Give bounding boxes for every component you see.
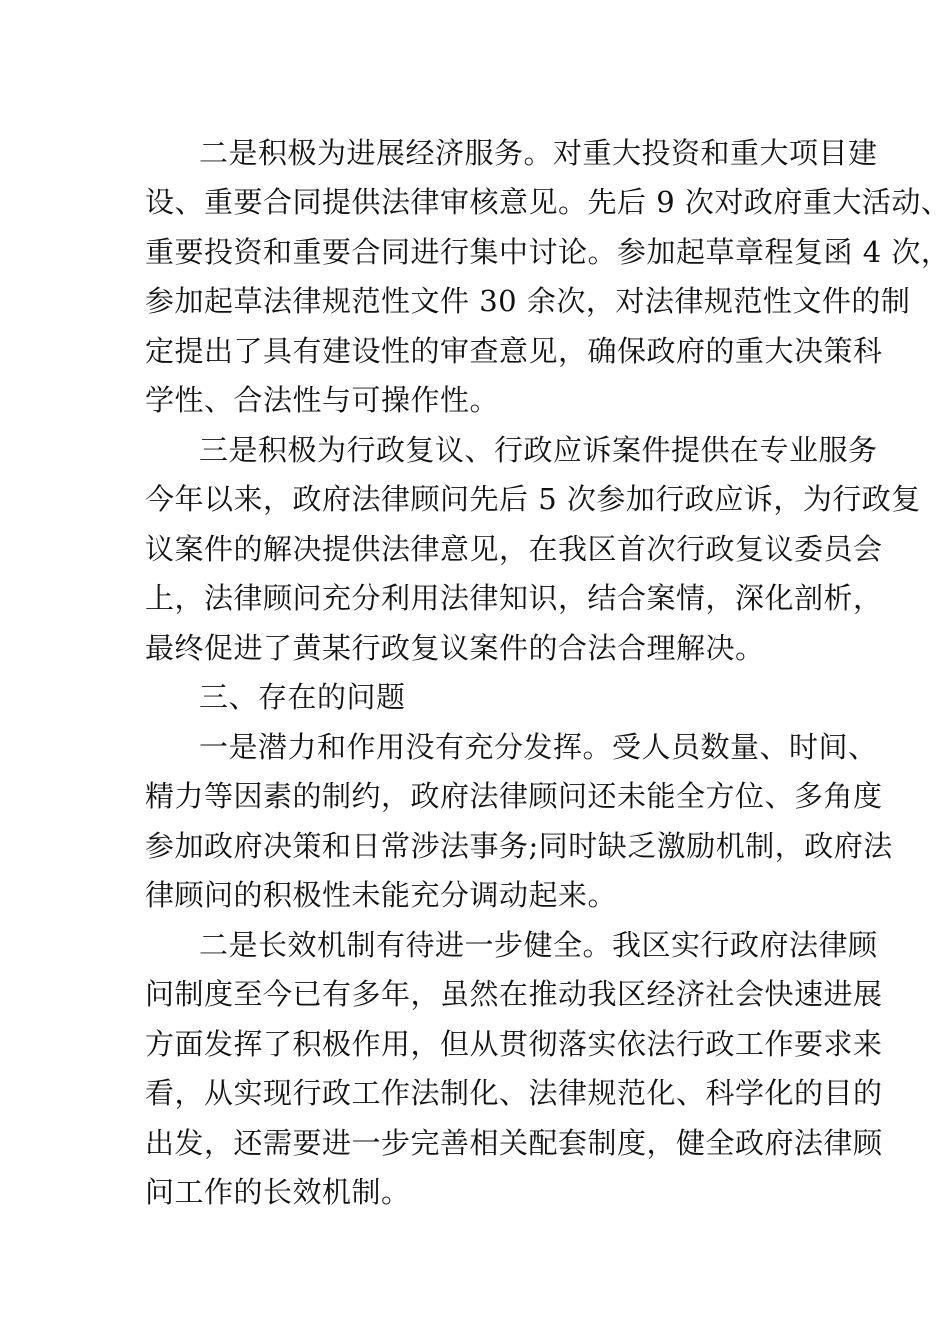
text-line: 上，法律顾问充分利用法律知识，结合案情，深化剖析，: [145, 581, 883, 615]
text-line: 参加起草法律规范性文件 30 余次，对法律规范性文件的制: [145, 284, 911, 318]
text-line: 二是长效机制有待进一步健全。我区实行政府法律顾: [199, 928, 878, 962]
text-line: 重要投资和重要合同进行集中讨论。参加起草章程复函 4 次，: [145, 235, 950, 269]
text-line: 看，从实现行政工作法制化、法律规范化、科学化的目的: [145, 1076, 883, 1110]
text-line: 三是积极为行政复议、行政应诉案件提供在专业服务: [199, 433, 878, 467]
text-line: 学性、合法性与可操作性。: [145, 383, 500, 417]
text-line: 问工作的长效机制。: [145, 1175, 411, 1209]
text-line: 议案件的解决提供法律意见，在我区首次行政复议委员会: [145, 532, 883, 566]
text-line: 参加政府决策和日常涉法事务;同时缺乏激励机制，政府法: [145, 829, 893, 863]
text-line: 二是积极为进展经济服务。对重大投资和重大项目建: [199, 136, 878, 170]
text-line: 问制度至今已有多年，虽然在推动我区经济社会快速进展: [145, 977, 883, 1011]
text-line: 精力等因素的制约，政府法律顾问还未能全方位、多角度: [145, 779, 883, 813]
text-line: 出发，还需要进一步完善相关配套制度，健全政府法律顾: [145, 1126, 883, 1160]
text-line: 最终促进了黄某行政复议案件的合法合理解决。: [145, 631, 765, 665]
text-line: 律顾问的积极性未能充分调动起来。: [145, 878, 618, 912]
text-line: 今年以来，政府法律顾问先后 5 次参加行政应诉，为行政复: [145, 482, 921, 516]
text-line: 方面发挥了积极作用，但从贯彻落实依法行政工作要求来: [145, 1027, 883, 1061]
section-heading: 三、存在的问题: [199, 680, 406, 714]
text-line: 一是潜力和作用没有充分发挥。受人员数量、时间、: [199, 730, 878, 764]
text-line: 定提出了具有建设性的审查意见，确保政府的重大决策科: [145, 334, 883, 368]
text-line: 设、重要合同提供法律审核意见。先后 9 次对政府重大活动、: [145, 185, 950, 219]
